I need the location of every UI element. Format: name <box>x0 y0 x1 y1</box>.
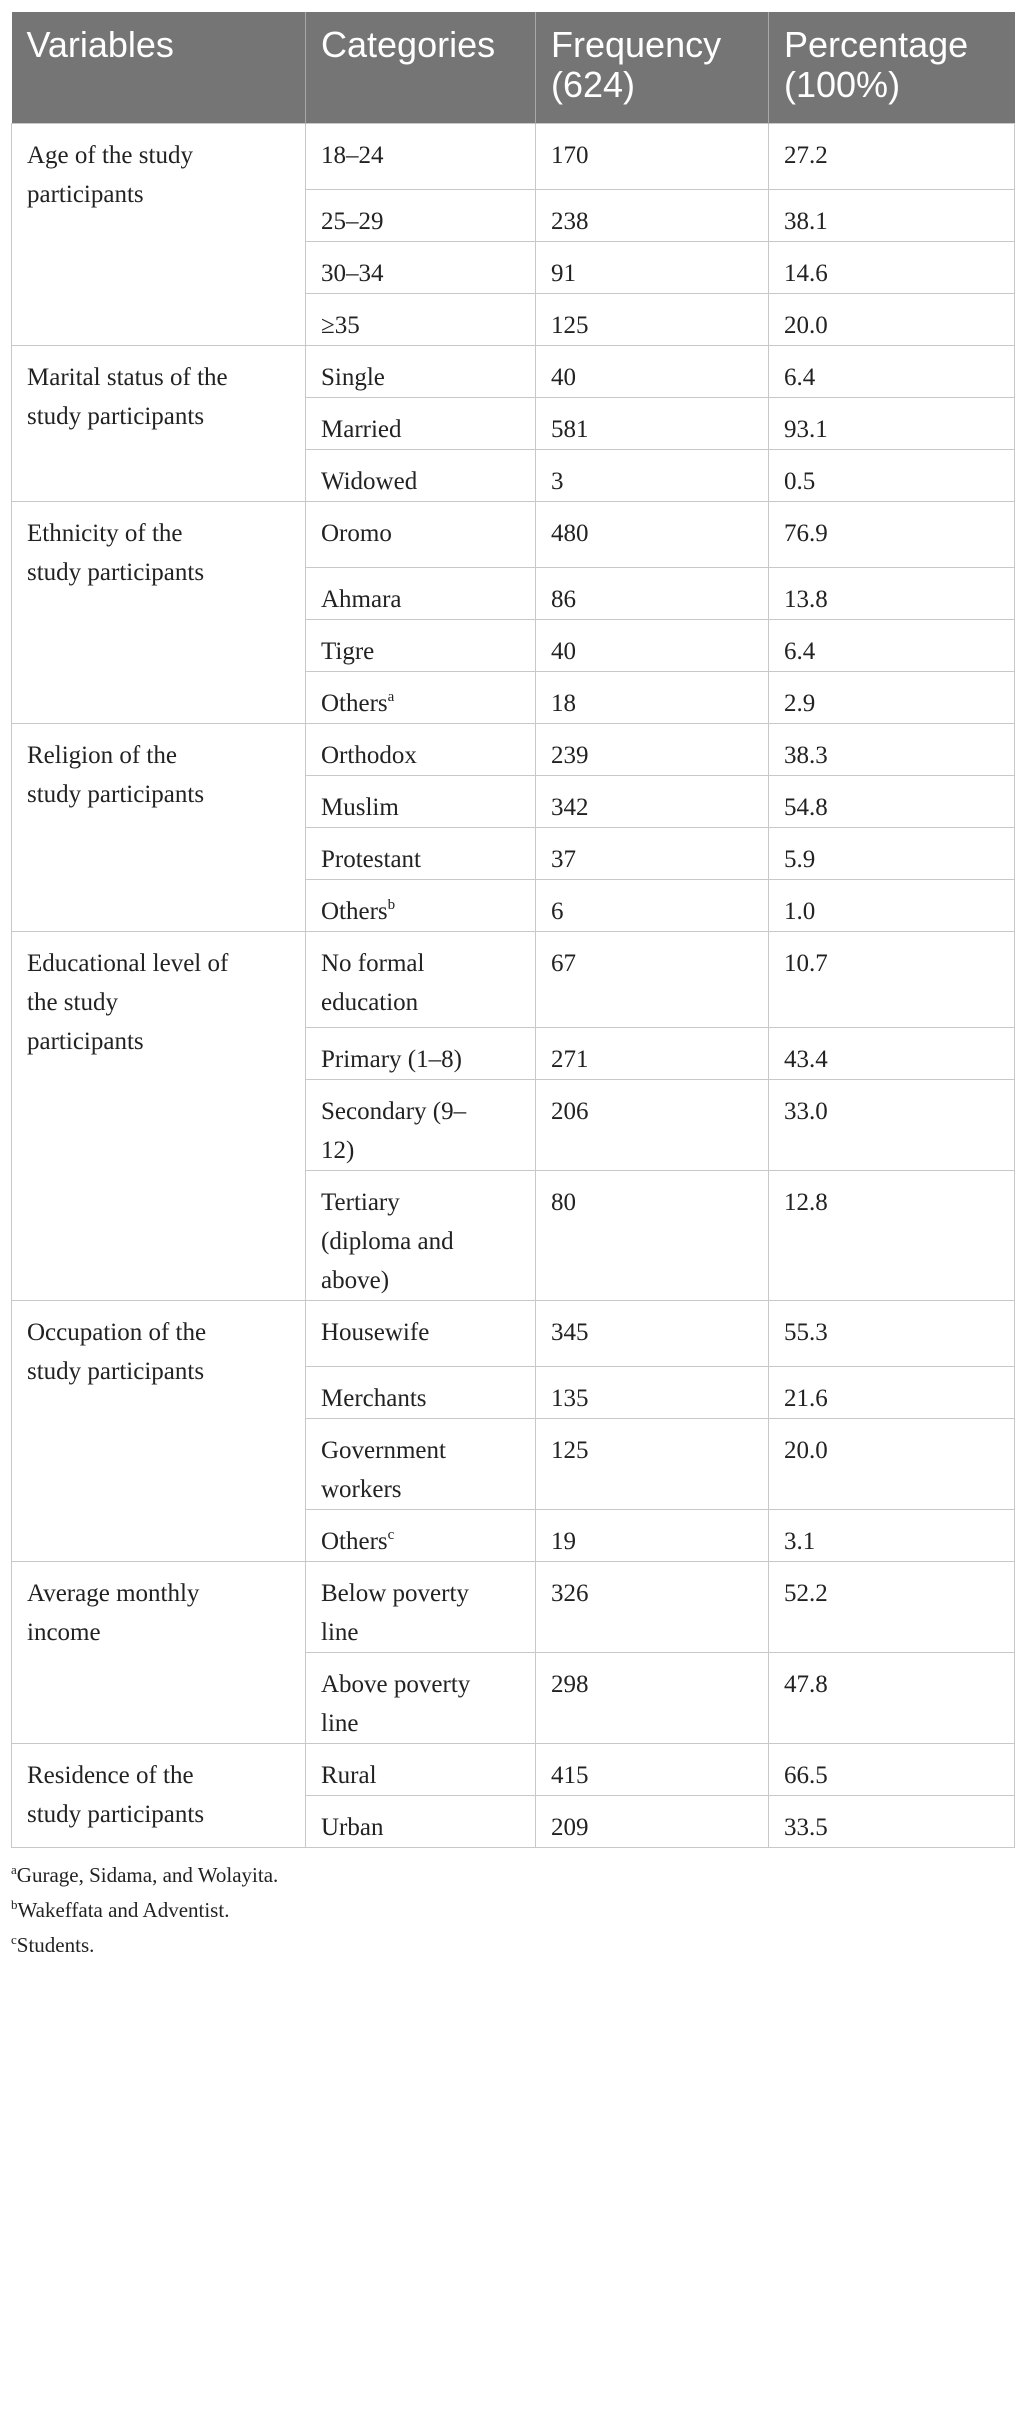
category-label: Primary (1–8) <box>321 1046 462 1073</box>
category-cell <box>306 568 536 620</box>
frequency-cell: 3 <box>536 450 769 502</box>
percentage-cell: 3.1 <box>769 1510 1015 1562</box>
frequency-cell: 170 <box>536 124 769 190</box>
frequency-cell: 209 <box>536 1796 769 1848</box>
percentage-cell: 10.7 <box>769 932 1015 1028</box>
category-label: Tigre <box>321 638 375 665</box>
variable-cell: Religion of the study participants <box>12 724 306 932</box>
table-container <box>11 12 1014 1963</box>
variable-cell: Occupation of the study participants <box>12 1301 306 1562</box>
frequency-cell: 345 <box>536 1301 769 1367</box>
frequency-cell: 80 <box>536 1171 769 1301</box>
frequency-cell: 206 <box>536 1080 769 1171</box>
category-cell <box>306 1510 536 1562</box>
footnote-mark: a <box>11 1862 17 1877</box>
footnote-text: Wakeffata and Adventist. <box>17 1898 230 1922</box>
category-cell <box>306 672 536 724</box>
percentage-cell: 33.5 <box>769 1796 1015 1848</box>
footnote-marker: c <box>387 1527 395 1543</box>
frequency-cell: 298 <box>536 1653 769 1744</box>
table-row <box>12 1744 1015 1796</box>
percentage-cell: 66.5 <box>769 1744 1015 1796</box>
percentage-cell: 21.6 <box>769 1367 1015 1419</box>
variable-cell: Residence of the study participants <box>12 1744 306 1848</box>
frequency-cell: 19 <box>536 1510 769 1562</box>
table-row <box>12 502 1015 568</box>
category-label: 18–24 <box>321 142 384 169</box>
category-cell <box>306 1419 536 1510</box>
percentage-cell: 20.0 <box>769 294 1015 346</box>
category-label: 30–34 <box>321 260 384 287</box>
category-label: Tertiary (diploma and above) <box>321 1189 454 1294</box>
percentage-cell: 93.1 <box>769 398 1015 450</box>
header-row <box>12 12 1015 124</box>
frequency-cell: 326 <box>536 1562 769 1653</box>
category-label: Others <box>321 690 388 717</box>
frequency-cell: 67 <box>536 932 769 1028</box>
percentage-cell: 1.0 <box>769 880 1015 932</box>
frequency-cell: 238 <box>536 190 769 242</box>
category-label: Muslim <box>321 794 399 821</box>
category-label: 25–29 <box>321 208 384 235</box>
category-label: ≥35 <box>321 312 360 339</box>
footnote-text: Gurage, Sidama, and Wolayita. <box>16 1863 279 1887</box>
header-variables: Variables <box>12 12 306 124</box>
category-cell <box>306 1562 536 1653</box>
frequency-cell: 40 <box>536 346 769 398</box>
frequency-cell: 40 <box>536 620 769 672</box>
variable-cell: Ethnicity of the study participants <box>12 502 306 724</box>
category-cell <box>306 880 536 932</box>
category-cell <box>306 776 536 828</box>
category-cell <box>306 620 536 672</box>
category-cell <box>306 346 536 398</box>
percentage-cell: 76.9 <box>769 502 1015 568</box>
frequency-cell: 135 <box>536 1367 769 1419</box>
percentage-cell: 54.8 <box>769 776 1015 828</box>
category-cell <box>306 1796 536 1848</box>
percentage-cell: 38.3 <box>769 724 1015 776</box>
category-cell <box>306 828 536 880</box>
frequency-cell: 37 <box>536 828 769 880</box>
table-row <box>12 346 1015 398</box>
footnotes <box>11 1858 1014 1963</box>
footnote <box>11 1858 1014 1893</box>
percentage-cell: 14.6 <box>769 242 1015 294</box>
category-cell <box>306 1367 536 1419</box>
variable-cell: Marital status of the study participants <box>12 346 306 502</box>
frequency-cell: 125 <box>536 1419 769 1510</box>
footnote-marker: b <box>387 897 396 913</box>
frequency-cell: 271 <box>536 1028 769 1080</box>
category-label: Single <box>321 364 385 391</box>
category-cell <box>306 502 536 568</box>
footnote-mark: b <box>11 1897 18 1912</box>
table-body <box>12 124 1015 1848</box>
category-cell <box>306 242 536 294</box>
footnote <box>11 1893 1014 1928</box>
percentage-cell: 55.3 <box>769 1301 1015 1367</box>
category-cell <box>306 932 536 1028</box>
frequency-cell: 91 <box>536 242 769 294</box>
category-label: Married <box>321 416 402 443</box>
percentage-cell: 2.9 <box>769 672 1015 724</box>
table-row <box>12 724 1015 776</box>
header-categories: Categories <box>306 12 536 124</box>
frequency-cell: 415 <box>536 1744 769 1796</box>
percentage-cell: 33.0 <box>769 1080 1015 1171</box>
header-percentage: Percentage (100%) <box>769 12 1015 124</box>
category-label: Rural <box>321 1762 377 1789</box>
category-cell <box>306 294 536 346</box>
variable-cell: Age of the study participants <box>12 124 306 346</box>
percentage-cell: 20.0 <box>769 1419 1015 1510</box>
category-cell <box>306 190 536 242</box>
category-label: Government workers <box>321 1437 446 1503</box>
table-row <box>12 932 1015 1028</box>
percentage-cell: 12.8 <box>769 1171 1015 1301</box>
category-label: Protestant <box>321 846 421 873</box>
demographics-table <box>11 12 1015 1848</box>
category-label: No formal education <box>321 950 425 1016</box>
category-label: Below poverty line <box>321 1580 469 1646</box>
percentage-cell: 6.4 <box>769 620 1015 672</box>
category-cell <box>306 1028 536 1080</box>
header-frequency: Frequency (624) <box>536 12 769 124</box>
variable-cell: Average monthly income <box>12 1562 306 1744</box>
footnote <box>11 1928 1014 1963</box>
category-label: Urban <box>321 1814 384 1841</box>
category-label: Others <box>321 1528 388 1555</box>
category-cell <box>306 1653 536 1744</box>
frequency-cell: 239 <box>536 724 769 776</box>
category-cell <box>306 1301 536 1367</box>
category-cell <box>306 1171 536 1301</box>
percentage-cell: 47.8 <box>769 1653 1015 1744</box>
category-cell <box>306 124 536 190</box>
category-label: Others <box>321 898 388 925</box>
category-cell <box>306 1080 536 1171</box>
category-cell <box>306 398 536 450</box>
frequency-cell: 581 <box>536 398 769 450</box>
category-label: Ahmara <box>321 586 402 613</box>
category-cell <box>306 1744 536 1796</box>
category-label: Merchants <box>321 1385 427 1412</box>
footnote-text: Students. <box>16 1933 95 1957</box>
table-row <box>12 1562 1015 1653</box>
percentage-cell: 27.2 <box>769 124 1015 190</box>
category-cell <box>306 450 536 502</box>
frequency-cell: 86 <box>536 568 769 620</box>
category-cell <box>306 724 536 776</box>
percentage-cell: 0.5 <box>769 450 1015 502</box>
table-row <box>12 1301 1015 1367</box>
frequency-cell: 6 <box>536 880 769 932</box>
footnote-mark: c <box>11 1932 17 1947</box>
percentage-cell: 13.8 <box>769 568 1015 620</box>
frequency-cell: 480 <box>536 502 769 568</box>
category-label: Housewife <box>321 1319 430 1346</box>
table-header <box>12 12 1015 124</box>
category-label: Secondary (9–12) <box>321 1098 467 1164</box>
category-label: Above poverty line <box>321 1671 471 1737</box>
percentage-cell: 38.1 <box>769 190 1015 242</box>
percentage-cell: 5.9 <box>769 828 1015 880</box>
table-row <box>12 124 1015 190</box>
percentage-cell: 43.4 <box>769 1028 1015 1080</box>
category-label: Widowed <box>321 468 418 495</box>
frequency-cell: 342 <box>536 776 769 828</box>
frequency-cell: 125 <box>536 294 769 346</box>
category-label: Oromo <box>321 520 392 547</box>
percentage-cell: 52.2 <box>769 1562 1015 1653</box>
percentage-cell: 6.4 <box>769 346 1015 398</box>
frequency-cell: 18 <box>536 672 769 724</box>
variable-cell: Educational level of the study participants <box>12 932 306 1301</box>
footnote-marker: a <box>387 689 395 705</box>
category-label: Orthodox <box>321 742 417 769</box>
